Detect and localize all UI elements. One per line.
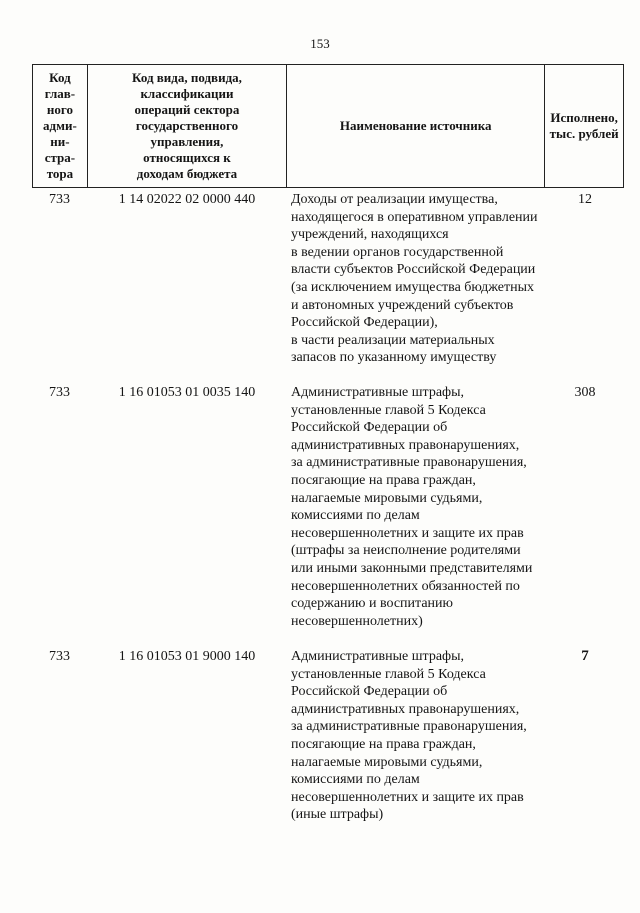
text-line: за административные правонарушения, (291, 719, 527, 735)
text-line: комиссиями по делам (291, 772, 420, 788)
table-row (32, 191, 624, 367)
text-line: тыс. рублей (549, 126, 619, 141)
text-line: или иными законными представителями (291, 560, 533, 576)
classification-code-cell: 1 16 01053 01 9000 140 (118, 649, 256, 664)
text-line: (иные штрафы) (291, 807, 384, 823)
header-admin-code (33, 65, 88, 187)
text-line: административных правонарушениях, (291, 437, 520, 453)
text-line: запасов по указанному имуществу (291, 350, 497, 366)
text-line: несовершеннолетних и защите их прав (291, 789, 524, 805)
text-line: Наименование источника (339, 118, 492, 133)
text-line: Исполнено, (550, 110, 618, 125)
text-line: Доходы от реализации имущества, (291, 192, 498, 207)
text-line: Код вида, подвида, (132, 70, 242, 85)
text-line: в ведении органов государственной (291, 244, 504, 260)
text-line: классификации (140, 86, 234, 101)
table-row (32, 384, 624, 630)
text-line: установленные главой 5 Кодекса (291, 402, 486, 418)
text-line: ни- (50, 134, 70, 149)
text-line: установленные главой 5 Кодекса (291, 666, 486, 682)
text-line: и автономных учреждений субъектов (291, 297, 514, 313)
header-classification-code-lines (132, 70, 242, 182)
text-line: государственного (135, 118, 239, 133)
text-line: операций сектора (134, 102, 240, 117)
text-line: несовершеннолетних) (291, 613, 423, 629)
text-line: глав- (44, 86, 76, 101)
text-line: доходам бюджета (136, 166, 238, 181)
header-classification-code (88, 65, 287, 187)
source-name-cell (287, 648, 546, 824)
text-line: относящихся к (143, 150, 231, 165)
text-line: за административные правонарушения, (291, 455, 527, 471)
text-line: несовершеннолетних обязанностей по (291, 578, 520, 594)
text-line: власти субъектов Российской Федерации (291, 262, 536, 278)
executed-amount-cell: 308 (574, 385, 596, 400)
text-line: Российской Федерации об (291, 684, 448, 700)
header-source-name (287, 65, 545, 187)
text-line: учреждений, находящихся (291, 227, 449, 243)
text-line: налагаемые мировыми судьями, (291, 490, 483, 506)
classification-code-cell: 1 16 01053 01 0035 140 (118, 385, 256, 400)
admin-code-cell: 733 (49, 649, 70, 664)
text-line: (за исключением имущества бюджетных (291, 279, 535, 295)
text-line: управления, (150, 134, 224, 149)
header-executed (545, 65, 623, 187)
text-line: комиссиями по делам (291, 508, 420, 524)
text-line: стра- (44, 150, 76, 165)
text-line: находящегося в оперативном управлении (291, 209, 538, 225)
page-number: 153 (310, 36, 330, 51)
text-line: ного (46, 102, 73, 117)
text-line: административных правонарушениях, (291, 701, 520, 717)
text-line: Российской Федерации об (291, 420, 448, 436)
source-name-cell (287, 384, 546, 630)
text-line: Код (49, 70, 71, 85)
admin-code-cell: 733 (49, 192, 70, 207)
table-header (32, 64, 624, 188)
header-admin-code-lines (43, 70, 77, 182)
classification-code-cell: 1 14 02022 02 0000 440 (118, 192, 256, 207)
source-name-cell (287, 191, 546, 367)
admin-code-cell: 733 (49, 385, 70, 400)
text-line: в части реализации материальных (291, 332, 495, 348)
text-line: посягающие на права граждан, (291, 736, 476, 752)
text-line: адми- (43, 118, 77, 133)
executed-amount-cell: 12 (578, 192, 592, 207)
header-source-name-lines (340, 118, 492, 134)
text-line: Российской Федерации), (291, 315, 438, 331)
text-line: Административные штрафы, (291, 649, 465, 664)
header-executed-lines (550, 110, 619, 142)
executed-amount-cell: 7 (581, 648, 589, 664)
text-line: содержанию и воспитанию (291, 596, 453, 612)
text-line: налагаемые мировыми судьями, (291, 754, 483, 770)
text-line: Административные штрафы, (291, 385, 465, 400)
text-line: тора (46, 166, 74, 181)
table-row (32, 648, 624, 824)
text-line: несовершеннолетних и защите их прав (291, 525, 524, 541)
text-line: посягающие на права граждан, (291, 472, 476, 488)
text-line: (штрафы за неисполнение родителями (291, 543, 521, 559)
